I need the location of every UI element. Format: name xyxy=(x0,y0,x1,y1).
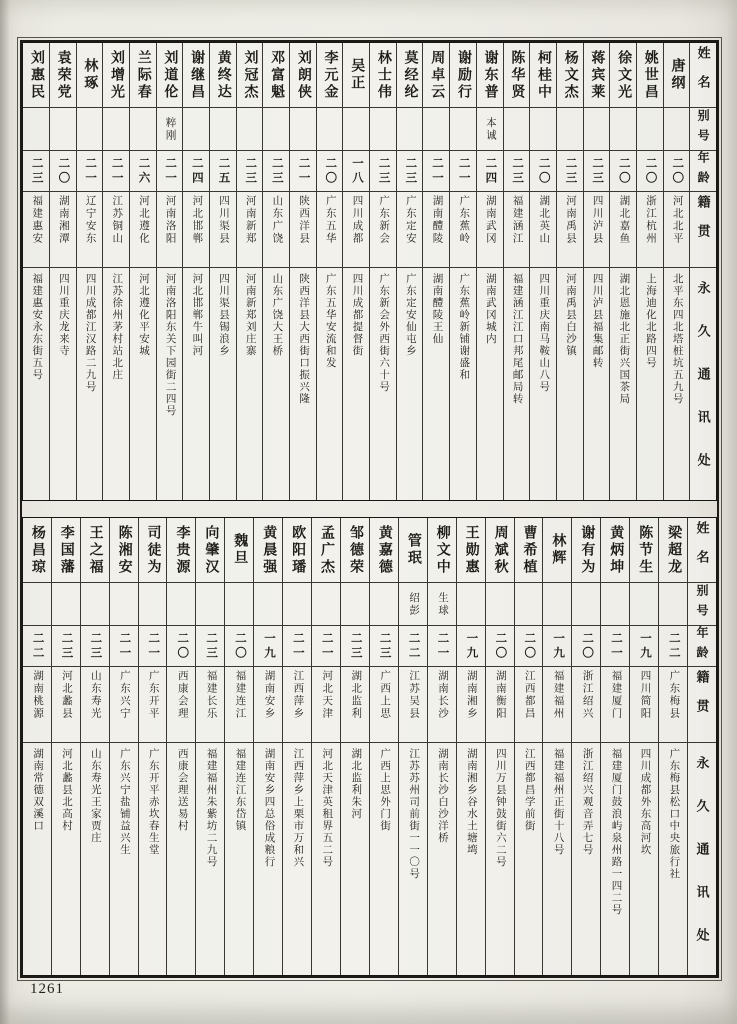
entry-address: 广东新会外西街六十号 xyxy=(378,273,390,393)
entry-address: 河北遵化平安城 xyxy=(137,273,149,357)
entry-native: 广东五华 xyxy=(324,195,336,245)
roster-column xyxy=(129,43,156,500)
entry-name: 姚世昌 xyxy=(642,49,658,101)
roster-column xyxy=(316,43,343,500)
entry-native: 广东梅县 xyxy=(668,670,680,720)
entry-address: 福建涵江江口邦尾邮局转 xyxy=(511,273,523,405)
entry-address: 湖北恩施北正街兴国茶局 xyxy=(618,273,630,405)
entry-name: 莫经纶 xyxy=(402,49,418,101)
roster-column xyxy=(398,518,427,975)
entry-native: 湖南长沙 xyxy=(436,670,448,720)
entry-age: 二三 xyxy=(30,156,43,186)
entry-address: 江苏苏州司前街一一〇号 xyxy=(408,748,420,880)
entry-age: 二三 xyxy=(377,156,390,186)
entry-native: 湖南桃源 xyxy=(32,670,44,720)
entry-age: 一九 xyxy=(552,631,565,661)
entry-address: 湖南常德双溪口 xyxy=(32,748,44,832)
roster-column xyxy=(514,518,543,975)
roster-column xyxy=(663,43,690,500)
roster-column xyxy=(49,43,76,500)
entry-native: 山东寿光 xyxy=(89,670,101,720)
roster-column xyxy=(166,518,195,975)
entry-name: 柳文中 xyxy=(434,524,450,576)
entry-address: 广东开平赤坎春生堂 xyxy=(147,748,159,856)
entry-name: 管珉 xyxy=(405,533,421,567)
roster-column xyxy=(529,43,556,500)
entry-address: 山东广饶大王桥 xyxy=(271,273,283,357)
entry-age: 一九 xyxy=(465,631,478,661)
entry-address: 四川成都外东高河坎 xyxy=(639,748,651,856)
roster-column xyxy=(485,518,514,975)
roster-column xyxy=(289,43,316,500)
entry-age: 二一 xyxy=(431,156,444,186)
entry-age: 二一 xyxy=(291,631,304,661)
entry-address: 北平东四北塔桩坑五九号 xyxy=(671,273,683,405)
entry-age: 二三 xyxy=(60,631,73,661)
entry-name: 杨文杰 xyxy=(562,49,578,101)
roster-column xyxy=(449,43,476,500)
roster-column xyxy=(224,518,253,975)
entry-name: 刘惠民 xyxy=(28,49,44,101)
entry-alias: 生球 xyxy=(436,591,448,617)
entry-address: 四川重庆南马鞍山八号 xyxy=(538,273,550,393)
entry-native: 河南禹县 xyxy=(564,195,576,245)
entry-age: 二三 xyxy=(564,156,577,186)
entry-native: 山东广饶 xyxy=(271,195,283,245)
entry-address: 河南禹县白沙镇 xyxy=(564,273,576,357)
entry-age: 二〇 xyxy=(617,156,630,186)
entry-age: 二三 xyxy=(244,156,257,186)
roster-column xyxy=(456,518,485,975)
entry-age: 二一 xyxy=(110,156,123,186)
roster-column xyxy=(556,43,583,500)
entry-age: 二〇 xyxy=(234,631,247,661)
entry-native: 陕西洋县 xyxy=(298,195,310,245)
entry-address: 西康会理送易村 xyxy=(176,748,188,832)
entry-address: 江西萍乡上栗市万和兴 xyxy=(292,748,304,868)
entry-address: 四川成都江汉路二九号 xyxy=(84,273,96,393)
roster-column xyxy=(195,518,224,975)
entry-native: 浙江杭州 xyxy=(645,195,657,245)
roster-column xyxy=(422,43,449,500)
roster-column xyxy=(236,43,263,500)
entry-address: 四川重庆龙来寺 xyxy=(57,273,69,357)
entry-age: 二四 xyxy=(190,156,203,186)
entry-age: 二一 xyxy=(297,156,310,186)
entry-native: 福建惠安 xyxy=(31,195,43,245)
entry-address: 湖南武冈城内 xyxy=(484,273,496,345)
entry-name: 陈节生 xyxy=(637,524,653,576)
entry-native: 江西都昌 xyxy=(523,670,535,720)
roster-column xyxy=(51,518,80,975)
entry-name: 欧阳璠 xyxy=(290,524,306,576)
entry-age: 二〇 xyxy=(176,631,189,661)
entry-native: 广东兴宁 xyxy=(118,670,130,720)
entry-address: 福建连江东岱镇 xyxy=(234,748,246,832)
entry-native: 浙江绍兴 xyxy=(581,670,593,720)
entry-name: 谢继昌 xyxy=(189,49,205,101)
entry-name: 袁荣党 xyxy=(55,49,71,101)
entry-age: 二〇 xyxy=(644,156,657,186)
header-native: 籍贯 xyxy=(694,670,710,728)
entry-name: 邹德荣 xyxy=(347,524,363,576)
entry-native: 湖北英山 xyxy=(538,195,550,245)
entry-name: 林琢 xyxy=(82,58,98,92)
entry-address: 广西上思外门街 xyxy=(379,748,391,832)
entry-age: 二三 xyxy=(89,631,102,661)
roster-column xyxy=(156,43,183,500)
roster-column xyxy=(23,518,51,975)
entry-native: 福建厦门 xyxy=(610,670,622,720)
roster-column xyxy=(102,43,129,500)
entry-address: 广东梅县松口中央旅行社 xyxy=(668,748,680,880)
entry-address: 河北天津英租界五二号 xyxy=(321,748,333,868)
entry-name: 刘增光 xyxy=(109,49,125,101)
entry-name: 魏旦 xyxy=(232,533,248,567)
roster-column xyxy=(369,518,398,975)
entry-native: 四川成都 xyxy=(351,195,363,245)
roster-column xyxy=(282,518,311,975)
roster-column xyxy=(476,43,503,500)
roster-column xyxy=(138,518,167,975)
entry-native: 福建长乐 xyxy=(205,670,217,720)
entry-alias: 本诚 xyxy=(484,116,496,142)
header-name: 姓名 xyxy=(695,46,711,104)
entry-name: 柯桂中 xyxy=(536,49,552,101)
roster-column xyxy=(609,43,636,500)
entry-age: 二〇 xyxy=(537,156,550,186)
entry-address: 湖北监利朱河 xyxy=(350,748,362,820)
entry-native: 广东开平 xyxy=(147,670,159,720)
entry-name: 谢励行 xyxy=(455,49,471,101)
entry-age: 二〇 xyxy=(581,631,594,661)
entry-name: 刘道伦 xyxy=(162,49,178,101)
entry-name: 黄晨强 xyxy=(261,524,277,576)
roster-column xyxy=(427,518,456,975)
entry-age: 一九 xyxy=(262,631,275,661)
entry-age: 二〇 xyxy=(324,156,337,186)
entry-age: 二三 xyxy=(205,631,218,661)
entry-address: 广东定安仙屯乡 xyxy=(404,273,416,357)
entry-name: 李贵源 xyxy=(174,524,190,576)
entry-age: 二三 xyxy=(591,156,604,186)
roster-column xyxy=(340,518,369,975)
entry-name: 蒋宾莱 xyxy=(589,49,605,101)
entry-age: 二二 xyxy=(407,631,420,661)
entry-name: 司徒为 xyxy=(145,524,161,576)
entry-age: 二六 xyxy=(137,156,150,186)
entry-address: 河北邯郸牛叫河 xyxy=(191,273,203,357)
entry-name: 周斌秋 xyxy=(492,524,508,576)
entry-native: 四川泸县 xyxy=(591,195,603,245)
entry-name: 徐文光 xyxy=(616,49,632,101)
roster-column xyxy=(182,43,209,500)
entry-native: 河南洛阳 xyxy=(164,195,176,245)
entry-name: 李元金 xyxy=(322,49,338,101)
header-age: 年龄 xyxy=(695,626,710,666)
entry-age: 二三 xyxy=(270,156,283,186)
roster-column xyxy=(600,518,629,975)
entry-name: 周卓云 xyxy=(429,49,445,101)
directory-frame xyxy=(20,40,719,978)
entry-name: 吴正 xyxy=(349,58,365,92)
entry-name: 王勋惠 xyxy=(463,524,479,576)
entry-age: 二〇 xyxy=(523,631,536,661)
entry-name: 谢东普 xyxy=(482,49,498,101)
entry-age: 二一 xyxy=(436,631,449,661)
entry-address: 湖南安乡四总俗成粮行 xyxy=(263,748,275,868)
roster-column xyxy=(658,518,687,975)
entry-native: 江苏吴县 xyxy=(408,670,420,720)
roster-column xyxy=(503,43,530,500)
entry-address: 湖南醴陵王仙 xyxy=(431,273,443,345)
roster-column xyxy=(76,43,103,500)
entry-address: 河南新郑刘庄寨 xyxy=(244,273,256,357)
entry-native: 江西萍乡 xyxy=(292,670,304,720)
entry-native: 江苏铜山 xyxy=(111,195,123,245)
entry-address: 河北蠡县北高村 xyxy=(61,748,72,832)
entry-name: 孟广杰 xyxy=(319,524,335,576)
entry-age: 二一 xyxy=(457,156,470,186)
entry-age: 二一 xyxy=(610,631,623,661)
roster-table-bottom xyxy=(22,517,717,976)
entry-native: 河北北平 xyxy=(671,195,683,245)
entry-name: 林士伟 xyxy=(375,49,391,101)
entry-address: 福建福州正街十八号 xyxy=(552,748,564,856)
entry-age: 二一 xyxy=(164,156,177,186)
entry-name: 林辉 xyxy=(550,533,566,567)
entry-name: 李国藩 xyxy=(58,524,74,576)
entry-name: 陈湘安 xyxy=(116,524,132,576)
entry-address: 四川泸县福集邮转 xyxy=(591,273,603,369)
entry-address: 山东寿光王家贾庄 xyxy=(89,748,101,844)
entry-address: 广东蕉岭新铺谢盛和 xyxy=(458,273,470,381)
roster-column xyxy=(629,518,658,975)
roster-column xyxy=(396,43,423,500)
entry-name: 梁超龙 xyxy=(666,524,682,576)
entry-age: 二〇 xyxy=(57,156,70,186)
entry-name: 黄终达 xyxy=(215,49,231,101)
entry-age: 二二 xyxy=(667,631,680,661)
entry-address: 四川万县钟鼓街六二号 xyxy=(494,748,506,868)
header-native: 籍贯 xyxy=(695,195,711,253)
entry-native: 福建涵江 xyxy=(511,195,523,245)
entry-native: 西康会理 xyxy=(176,670,188,720)
entry-alias: 绍彭 xyxy=(408,591,420,617)
entry-native: 福建连江 xyxy=(234,670,246,720)
entry-native: 广西上思 xyxy=(379,670,391,720)
entry-name: 杨昌琼 xyxy=(29,524,45,576)
entry-name: 邓富魁 xyxy=(269,49,285,101)
entry-age: 二三 xyxy=(378,631,391,661)
entry-native: 河北遵化 xyxy=(137,195,149,245)
header-column xyxy=(689,43,716,500)
entry-native: 湖南衡阳 xyxy=(494,670,506,720)
roster-table-top xyxy=(22,42,717,501)
entry-native: 河北天津 xyxy=(321,670,333,720)
entry-native: 辽宁安东 xyxy=(84,195,96,245)
entry-age: 二二 xyxy=(31,631,44,661)
entry-age: 二一 xyxy=(118,631,131,661)
roster-column xyxy=(369,43,396,500)
entry-address: 福建厦门鼓浪屿泉州路一四二号 xyxy=(610,748,622,916)
entry-age: 二三 xyxy=(349,631,362,661)
entry-name: 陈华贤 xyxy=(509,49,525,101)
entry-address: 河南洛阳东关下园街二四号 xyxy=(164,273,176,417)
entry-native: 福建福州 xyxy=(552,670,564,720)
entry-address: 福建惠安永东街五号 xyxy=(31,273,43,381)
roster-column xyxy=(253,518,282,975)
entry-native: 广东蕉岭 xyxy=(458,195,470,245)
entry-age: 二〇 xyxy=(494,631,507,661)
entry-address: 湖南长沙白沙洋桥 xyxy=(436,748,448,844)
roster-column xyxy=(542,518,571,975)
roster-column xyxy=(636,43,663,500)
entry-age: 二一 xyxy=(84,156,97,186)
entry-age: 二一 xyxy=(147,631,160,661)
roster-column xyxy=(571,518,600,975)
entry-address: 江西都昌学前街 xyxy=(523,748,535,832)
entry-native: 河北蠡县 xyxy=(61,670,72,720)
entry-native: 湖南武冈 xyxy=(484,195,496,245)
entry-alias: 粹刚 xyxy=(164,116,176,142)
entry-name: 唐纲 xyxy=(669,58,685,92)
roster-column xyxy=(311,518,340,975)
roster-column xyxy=(583,43,610,500)
entry-age: 二五 xyxy=(217,156,230,186)
entry-age: 二一 xyxy=(320,631,333,661)
entry-native: 河南新郑 xyxy=(244,195,256,245)
entry-age: 二〇 xyxy=(671,156,684,186)
entry-name: 刘朗侠 xyxy=(295,49,311,101)
entry-native: 湖南湘乡 xyxy=(465,670,477,720)
entry-name: 王之福 xyxy=(87,524,103,576)
entry-name: 向肇汉 xyxy=(203,524,219,576)
entry-address: 四川成都提督街 xyxy=(351,273,363,357)
entry-native: 湖南安乡 xyxy=(263,670,275,720)
header-age: 年龄 xyxy=(696,151,711,191)
entry-name: 刘冠杰 xyxy=(242,49,258,101)
entry-name: 兰际春 xyxy=(135,49,151,101)
roster-column xyxy=(342,43,369,500)
roster-column xyxy=(80,518,109,975)
entry-address: 陕西洋县大西街口振兴隆 xyxy=(298,273,310,405)
entry-address: 上海迪化北路四号 xyxy=(645,273,657,369)
entry-name: 曹希植 xyxy=(521,524,537,576)
entry-native: 湖南湘潭 xyxy=(57,195,69,245)
roster-column xyxy=(209,43,236,500)
entry-age: 一八 xyxy=(350,156,363,186)
entry-native: 四川简阳 xyxy=(639,670,651,720)
entry-address: 四川渠县锡浪乡 xyxy=(218,273,230,357)
entry-native: 广东定安 xyxy=(404,195,416,245)
header-alias: 别号 xyxy=(696,109,711,149)
entry-age: 一九 xyxy=(638,631,651,661)
header-name: 姓名 xyxy=(694,521,710,579)
page-number: 1261 xyxy=(30,981,64,997)
entry-address: 广东五华安流和发 xyxy=(324,273,336,369)
entry-address: 福建福州朱紫坊二九号 xyxy=(205,748,217,868)
entry-native: 广东新会 xyxy=(378,195,390,245)
entry-address: 浙江绍兴观音弄七号 xyxy=(581,748,593,856)
entry-name: 黄炳坤 xyxy=(608,524,624,576)
entry-age: 二三 xyxy=(404,156,417,186)
entry-native: 河北邯郸 xyxy=(191,195,203,245)
header-address: 永久通讯处 xyxy=(694,756,710,971)
entry-address: 广东兴宁盐铺益兴生 xyxy=(118,748,130,856)
entry-address: 湖南湘乡谷水土塘塆 xyxy=(465,748,477,856)
entry-age: 二三 xyxy=(511,156,524,186)
entry-native: 四川渠县 xyxy=(218,195,230,245)
entry-name: 黄嘉德 xyxy=(376,524,392,576)
entry-native: 湖南醴陵 xyxy=(431,195,443,245)
entry-address: 江苏徐州茅村站北庄 xyxy=(111,273,123,381)
entry-age: 二四 xyxy=(484,156,497,186)
entry-native: 湖北嘉鱼 xyxy=(618,195,630,245)
header-address: 永久通讯处 xyxy=(695,281,711,496)
header-alias: 别号 xyxy=(695,584,710,624)
roster-column xyxy=(23,43,49,500)
roster-column xyxy=(262,43,289,500)
roster-column xyxy=(109,518,138,975)
entry-name: 谢有为 xyxy=(579,524,595,576)
header-column xyxy=(687,518,716,975)
entry-native: 湖北监利 xyxy=(350,670,362,720)
